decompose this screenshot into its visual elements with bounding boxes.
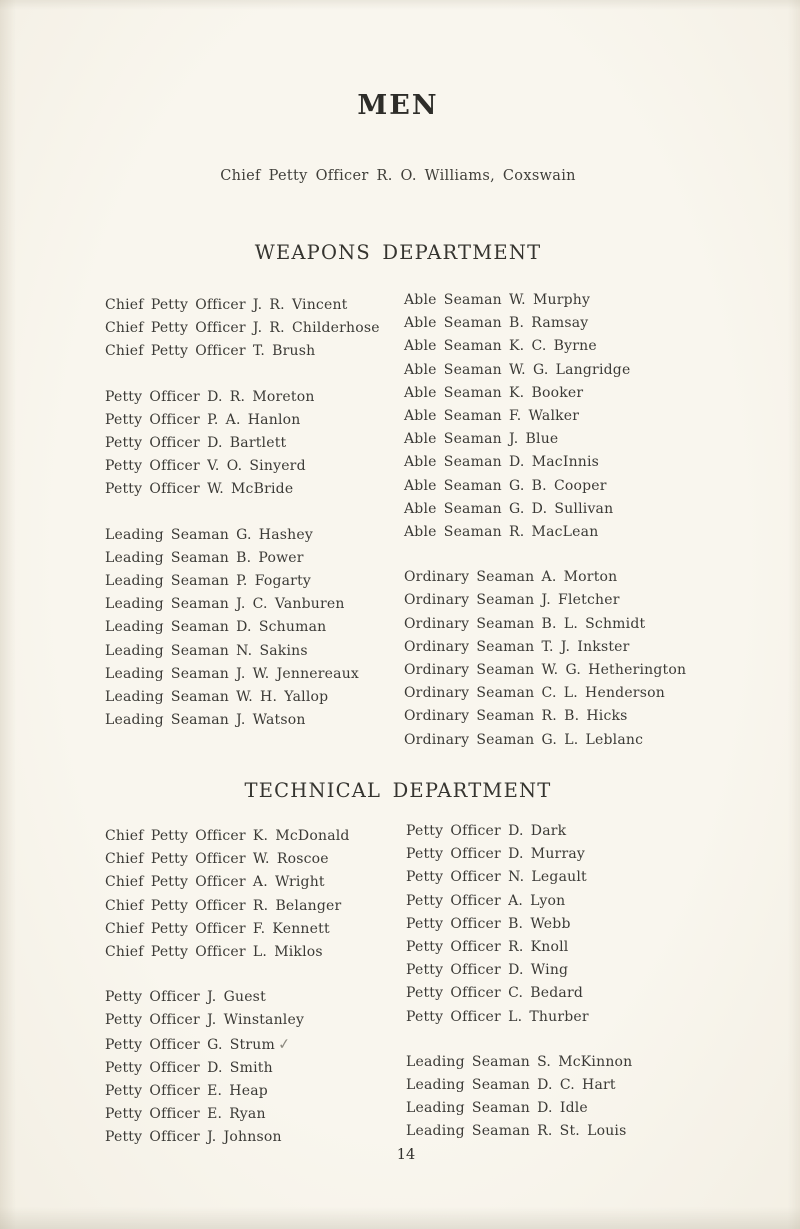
technical-left-column: [105, 825, 350, 1172]
roster-name: Petty Officer V. O. Sinyerd: [105, 458, 306, 475]
roster-name: Petty Officer J. Guest: [105, 989, 266, 1006]
roster-name: Leading Seaman J. W. Jennereaux: [105, 665, 360, 682]
section-heading-technical: TECHNICAL DEPARTMENT: [244, 779, 552, 802]
roster-name: Able Seaman D. MacInnis: [404, 454, 600, 471]
roster-name: Able Seaman K. C. Byrne: [404, 338, 597, 355]
roster-name: Able Seaman G. B. Cooper: [404, 477, 607, 494]
roster-name: Petty Officer L. Thurber: [406, 1008, 589, 1025]
roster-group: [406, 1051, 632, 1144]
coxswain-line: Chief Petty Officer R. O. Williams, Coxswain: [220, 168, 576, 184]
roster-name: Able Seaman F. Walker: [404, 408, 580, 425]
roster-name: Petty Officer B. Webb: [406, 915, 571, 932]
roster-name: Leading Seaman B. Power: [105, 549, 304, 566]
roster-name: Chief Petty Officer J. R. Childerhose: [105, 320, 380, 337]
roster-name: Ordinary Seaman J. Fletcher: [404, 592, 620, 609]
roster-name: Petty Officer D. R. Moreton: [105, 388, 315, 405]
roster-name: Petty Officer J. Winstanley: [105, 1012, 305, 1029]
weapons-right-column: [404, 289, 686, 774]
roster-name: Chief Petty Officer F. Kennett: [105, 920, 330, 937]
roster-group: [105, 825, 350, 964]
roster-name: Able Seaman B. Ramsay: [404, 315, 589, 332]
roster-name: Chief Petty Officer J. R. Vincent: [105, 297, 348, 313]
roster-group: [105, 986, 350, 1149]
roster-group: [404, 289, 686, 544]
roster-name: Petty Officer D. Smith: [105, 1059, 273, 1076]
roster-group: [105, 386, 380, 502]
roster-name: Petty Officer R. Knoll: [406, 939, 569, 956]
roster-name: Petty Officer D. Bartlett: [105, 435, 287, 452]
roster-name: Ordinary Seaman G. L. Leblanc: [404, 731, 644, 748]
roster-name: Leading Seaman S. McKinnon: [406, 1053, 633, 1070]
roster-name: Leading Seaman P. Fogarty: [105, 573, 312, 590]
roster-name: Able Seaman W. G. Langridge: [404, 361, 631, 378]
roster-name: Able Seaman K. Booker: [404, 384, 584, 401]
roster-name: Petty Officer G. Strum ✓: [105, 1033, 350, 1057]
roster-name: Leading Seaman W. H. Yallop: [105, 689, 329, 706]
roster-name: Leading Seaman D. Schuman: [105, 619, 327, 636]
roster-name: Leading Seaman D. Idle: [406, 1100, 588, 1117]
roster-name: Able Seaman W. Murphy: [404, 292, 591, 308]
roster-name: Petty Officer W. McBride: [105, 481, 294, 498]
roster-name: Petty Officer A. Lyon: [406, 892, 566, 909]
roster-name: Leading Seaman J. Watson: [105, 712, 306, 729]
roster-group: [406, 820, 632, 1029]
roster-group: [404, 566, 686, 752]
roster-group: [105, 294, 380, 364]
roster-name: Able Seaman J. Blue: [404, 431, 559, 448]
roster-name: Petty Officer N. Legault: [406, 869, 587, 886]
page-title: MEN: [357, 90, 439, 121]
roster-name: Leading Seaman J. C. Vanburen: [105, 596, 345, 613]
weapons-left-column: [105, 294, 380, 754]
roster-name: Chief Petty Officer K. McDonald: [105, 828, 350, 844]
roster-name: Petty Officer J. Johnson: [105, 1129, 282, 1146]
roster-name: Leading Seaman N. Sakins: [105, 642, 308, 659]
roster-group: [105, 524, 380, 733]
roster-name: Petty Officer E. Heap: [105, 1083, 268, 1100]
roster-name: Chief Petty Officer R. Belanger: [105, 897, 342, 914]
page-number: 14: [396, 1147, 416, 1163]
roster-name: Ordinary Seaman C. L. Henderson: [404, 685, 665, 702]
roster-name: Petty Officer D. Dark: [406, 823, 567, 839]
roster-name: Chief Petty Officer T. Brush: [105, 343, 316, 360]
roster-name: Petty Officer C. Bedard: [406, 985, 584, 1002]
roster-name: Ordinary Seaman B. L. Schmidt: [404, 615, 646, 632]
roster-name: Chief Petty Officer A. Wright: [105, 874, 325, 891]
roster-name: Ordinary Seaman R. B. Hicks: [404, 708, 628, 725]
roster-name: Ordinary Seaman W. G. Hetherington: [404, 662, 687, 679]
roster-name: Ordinary Seaman T. J. Inkster: [404, 638, 630, 655]
roster-name: Able Seaman R. MacLean: [404, 524, 599, 541]
roster-name: Petty Officer D. Wing: [406, 962, 569, 979]
roster-name: Chief Petty Officer L. Miklos: [105, 944, 323, 961]
roster-name: Petty Officer D. Murray: [406, 846, 585, 863]
roster-name: Chief Petty Officer W. Roscoe: [105, 851, 329, 868]
pencil-checkmark-icon: ✓: [277, 1034, 292, 1054]
roster-name: Able Seaman G. D. Sullivan: [404, 500, 614, 517]
roster-name: Leading Seaman G. Hashey: [105, 526, 313, 543]
section-heading-weapons: WEAPONS DEPARTMENT: [254, 241, 542, 264]
roster-name: Petty Officer E. Ryan: [105, 1106, 266, 1123]
roster-name: Leading Seaman R. St. Louis: [406, 1123, 627, 1140]
roster-name: Ordinary Seaman A. Morton: [404, 569, 618, 586]
roster-name: Petty Officer P. A. Hanlon: [105, 411, 301, 428]
technical-right-column: [406, 820, 632, 1166]
roster-name: Leading Seaman D. C. Hart: [406, 1077, 616, 1094]
